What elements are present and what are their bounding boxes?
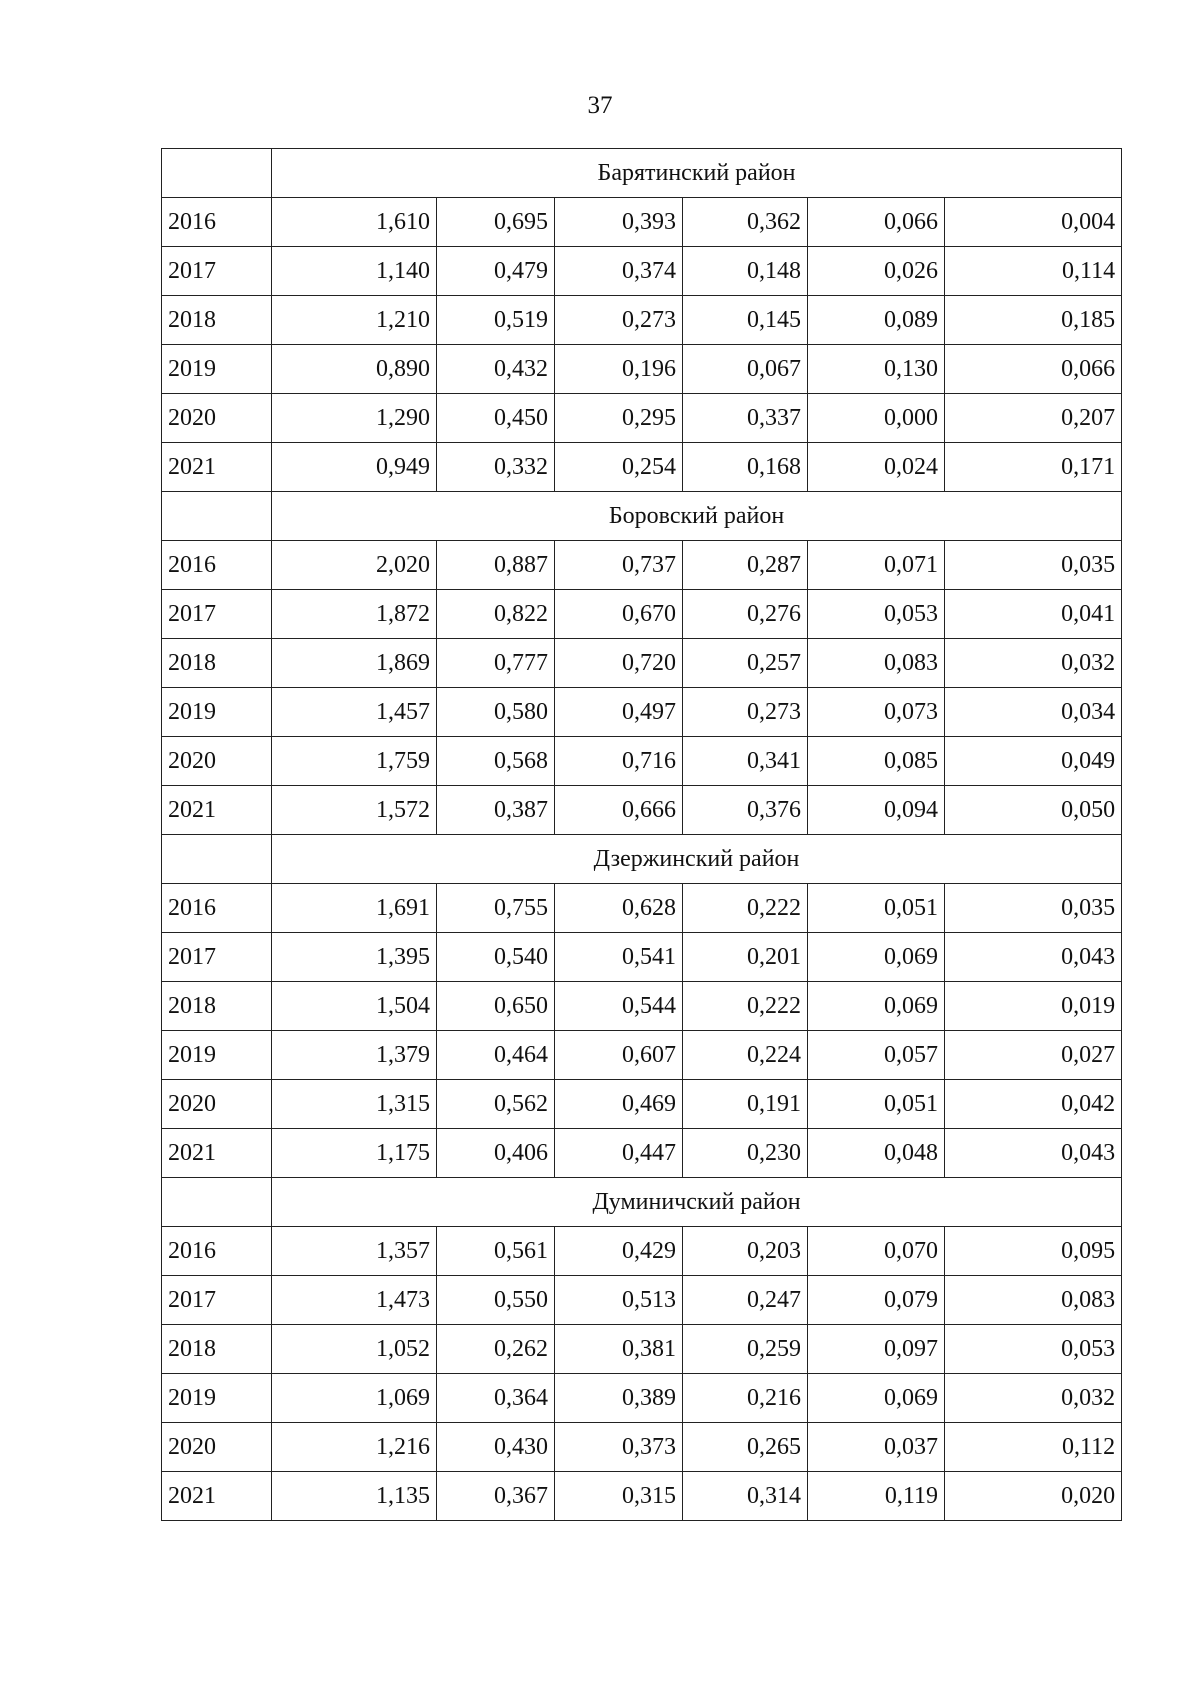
- value-cell: 0,469: [555, 1080, 683, 1129]
- table-row: [162, 737, 1122, 786]
- value-cell: 1,610: [272, 198, 437, 247]
- year-cell: 2021: [162, 443, 272, 492]
- value-cell: 0,755: [437, 884, 555, 933]
- value-cell: 1,395: [272, 933, 437, 982]
- value-cell: 0,114: [945, 247, 1122, 296]
- value-cell: 0,216: [683, 1374, 808, 1423]
- value-cell: 1,572: [272, 786, 437, 835]
- value-cell: 0,262: [437, 1325, 555, 1374]
- year-cell: 2021: [162, 1472, 272, 1521]
- year-cell: 2018: [162, 1325, 272, 1374]
- section-header-blank-cell: [162, 1178, 272, 1227]
- value-cell: 1,069: [272, 1374, 437, 1423]
- value-cell: 0,034: [945, 688, 1122, 737]
- value-cell: 0,276: [683, 590, 808, 639]
- year-cell: 2020: [162, 394, 272, 443]
- page-number: 37: [587, 92, 613, 119]
- table-row: [162, 786, 1122, 835]
- value-cell: 0,447: [555, 1129, 683, 1178]
- value-cell: 0,393: [555, 198, 683, 247]
- value-cell: 0,432: [437, 345, 555, 394]
- value-cell: 0,089: [808, 296, 945, 345]
- value-cell: 0,097: [808, 1325, 945, 1374]
- section-title: Боровский район: [272, 492, 1122, 541]
- value-cell: 0,069: [808, 982, 945, 1031]
- table-row: [162, 1325, 1122, 1374]
- value-cell: 0,628: [555, 884, 683, 933]
- value-cell: 0,273: [555, 296, 683, 345]
- value-cell: 0,387: [437, 786, 555, 835]
- value-cell: 0,257: [683, 639, 808, 688]
- value-cell: 1,872: [272, 590, 437, 639]
- value-cell: 0,035: [945, 884, 1122, 933]
- value-cell: 0,373: [555, 1423, 683, 1472]
- year-cell: 2016: [162, 541, 272, 590]
- value-cell: 0,196: [555, 345, 683, 394]
- table-row: [162, 1472, 1122, 1521]
- value-cell: 0,429: [555, 1227, 683, 1276]
- table-row: [162, 982, 1122, 1031]
- value-cell: 0,822: [437, 590, 555, 639]
- value-cell: 0,224: [683, 1031, 808, 1080]
- value-cell: 0,273: [683, 688, 808, 737]
- value-cell: 0,051: [808, 884, 945, 933]
- value-cell: 0,066: [945, 345, 1122, 394]
- value-cell: 0,050: [945, 786, 1122, 835]
- value-cell: 1,379: [272, 1031, 437, 1080]
- value-cell: 0,450: [437, 394, 555, 443]
- value-cell: 0,069: [808, 933, 945, 982]
- value-cell: 0,032: [945, 1374, 1122, 1423]
- year-cell: 2021: [162, 1129, 272, 1178]
- value-cell: 0,540: [437, 933, 555, 982]
- year-cell: 2016: [162, 884, 272, 933]
- table-row: [162, 1276, 1122, 1325]
- value-cell: 0,949: [272, 443, 437, 492]
- value-cell: 0,085: [808, 737, 945, 786]
- value-cell: 1,504: [272, 982, 437, 1031]
- value-cell: 1,210: [272, 296, 437, 345]
- value-cell: 0,032: [945, 639, 1122, 688]
- year-cell: 2016: [162, 198, 272, 247]
- value-cell: 0,376: [683, 786, 808, 835]
- value-cell: 1,216: [272, 1423, 437, 1472]
- value-cell: 0,890: [272, 345, 437, 394]
- value-cell: 0,037: [808, 1423, 945, 1472]
- value-cell: 0,254: [555, 443, 683, 492]
- year-cell: 2019: [162, 1374, 272, 1423]
- year-cell: 2016: [162, 1227, 272, 1276]
- value-cell: 0,066: [808, 198, 945, 247]
- value-cell: 0,000: [808, 394, 945, 443]
- section-title: Барятинский район: [272, 149, 1122, 198]
- value-cell: 0,337: [683, 394, 808, 443]
- section-header-row: [162, 492, 1122, 541]
- section-header-row: [162, 835, 1122, 884]
- section-title: Думиничский район: [272, 1178, 1122, 1227]
- value-cell: 0,720: [555, 639, 683, 688]
- value-cell: 1,052: [272, 1325, 437, 1374]
- value-cell: 0,020: [945, 1472, 1122, 1521]
- table-row: [162, 884, 1122, 933]
- table-row: [162, 639, 1122, 688]
- value-cell: 1,691: [272, 884, 437, 933]
- value-cell: 1,175: [272, 1129, 437, 1178]
- table-row: [162, 443, 1122, 492]
- table-row: [162, 1080, 1122, 1129]
- table-row: [162, 933, 1122, 982]
- value-cell: 2,020: [272, 541, 437, 590]
- table-row: [162, 541, 1122, 590]
- table-body: [162, 149, 1122, 1521]
- value-cell: 0,607: [555, 1031, 683, 1080]
- year-cell: 2017: [162, 590, 272, 639]
- value-cell: 0,071: [808, 541, 945, 590]
- table-row: [162, 296, 1122, 345]
- value-cell: 0,201: [683, 933, 808, 982]
- section-header-blank-cell: [162, 149, 272, 198]
- value-cell: 0,095: [945, 1227, 1122, 1276]
- section-title: Дзержинский район: [272, 835, 1122, 884]
- value-cell: 0,562: [437, 1080, 555, 1129]
- year-cell: 2017: [162, 1276, 272, 1325]
- table-row: [162, 1227, 1122, 1276]
- value-cell: 1,759: [272, 737, 437, 786]
- section-header-blank-cell: [162, 835, 272, 884]
- table-row: [162, 198, 1122, 247]
- value-cell: 0,168: [683, 443, 808, 492]
- table-row: [162, 1129, 1122, 1178]
- value-cell: 1,140: [272, 247, 437, 296]
- value-cell: 0,464: [437, 1031, 555, 1080]
- value-cell: 0,053: [808, 590, 945, 639]
- table-row: [162, 345, 1122, 394]
- value-cell: 0,341: [683, 737, 808, 786]
- year-cell: 2020: [162, 1423, 272, 1472]
- value-cell: 0,479: [437, 247, 555, 296]
- section-header-row: [162, 1178, 1122, 1227]
- value-cell: 0,259: [683, 1325, 808, 1374]
- value-cell: 0,430: [437, 1423, 555, 1472]
- value-cell: 0,670: [555, 590, 683, 639]
- value-cell: 0,004: [945, 198, 1122, 247]
- value-cell: 0,119: [808, 1472, 945, 1521]
- value-cell: 0,148: [683, 247, 808, 296]
- value-cell: 0,887: [437, 541, 555, 590]
- value-cell: 1,869: [272, 639, 437, 688]
- value-cell: 0,043: [945, 933, 1122, 982]
- value-cell: 0,550: [437, 1276, 555, 1325]
- value-cell: 0,057: [808, 1031, 945, 1080]
- value-cell: 0,043: [945, 1129, 1122, 1178]
- year-cell: 2017: [162, 247, 272, 296]
- value-cell: 0,777: [437, 639, 555, 688]
- value-cell: 0,265: [683, 1423, 808, 1472]
- value-cell: 0,367: [437, 1472, 555, 1521]
- section-header-blank-cell: [162, 492, 272, 541]
- table-row: [162, 1423, 1122, 1472]
- value-cell: 0,332: [437, 443, 555, 492]
- table-row: [162, 247, 1122, 296]
- value-cell: 0,362: [683, 198, 808, 247]
- year-cell: 2019: [162, 1031, 272, 1080]
- year-cell: 2019: [162, 688, 272, 737]
- value-cell: 0,053: [945, 1325, 1122, 1374]
- value-cell: 0,247: [683, 1276, 808, 1325]
- value-cell: 0,716: [555, 737, 683, 786]
- value-cell: 0,650: [437, 982, 555, 1031]
- value-cell: 0,079: [808, 1276, 945, 1325]
- year-cell: 2019: [162, 345, 272, 394]
- section-header-row: [162, 149, 1122, 198]
- value-cell: 0,287: [683, 541, 808, 590]
- value-cell: 0,666: [555, 786, 683, 835]
- value-cell: 0,315: [555, 1472, 683, 1521]
- value-cell: 0,295: [555, 394, 683, 443]
- table-row: [162, 1031, 1122, 1080]
- value-cell: 0,191: [683, 1080, 808, 1129]
- data-table: [161, 148, 1122, 1521]
- value-cell: 0,230: [683, 1129, 808, 1178]
- value-cell: 0,207: [945, 394, 1122, 443]
- value-cell: 1,135: [272, 1472, 437, 1521]
- table-row: [162, 394, 1122, 443]
- year-cell: 2018: [162, 639, 272, 688]
- value-cell: 1,357: [272, 1227, 437, 1276]
- value-cell: 0,145: [683, 296, 808, 345]
- value-cell: 1,290: [272, 394, 437, 443]
- value-cell: 0,019: [945, 982, 1122, 1031]
- value-cell: 0,130: [808, 345, 945, 394]
- value-cell: 0,222: [683, 884, 808, 933]
- value-cell: 0,048: [808, 1129, 945, 1178]
- value-cell: 0,073: [808, 688, 945, 737]
- year-cell: 2018: [162, 296, 272, 345]
- value-cell: 0,051: [808, 1080, 945, 1129]
- value-cell: 0,568: [437, 737, 555, 786]
- value-cell: 0,497: [555, 688, 683, 737]
- value-cell: 0,067: [683, 345, 808, 394]
- year-cell: 2020: [162, 737, 272, 786]
- year-cell: 2017: [162, 933, 272, 982]
- table-row: [162, 590, 1122, 639]
- value-cell: 0,222: [683, 982, 808, 1031]
- value-cell: 0,381: [555, 1325, 683, 1374]
- value-cell: 0,094: [808, 786, 945, 835]
- year-cell: 2021: [162, 786, 272, 835]
- value-cell: 0,185: [945, 296, 1122, 345]
- value-cell: 0,364: [437, 1374, 555, 1423]
- value-cell: 0,203: [683, 1227, 808, 1276]
- value-cell: 0,049: [945, 737, 1122, 786]
- value-cell: 0,541: [555, 933, 683, 982]
- value-cell: 0,083: [945, 1276, 1122, 1325]
- value-cell: 0,374: [555, 247, 683, 296]
- table-row: [162, 688, 1122, 737]
- value-cell: 0,171: [945, 443, 1122, 492]
- value-cell: 0,561: [437, 1227, 555, 1276]
- value-cell: 0,026: [808, 247, 945, 296]
- value-cell: 0,112: [945, 1423, 1122, 1472]
- value-cell: 0,544: [555, 982, 683, 1031]
- value-cell: 0,041: [945, 590, 1122, 639]
- year-cell: 2020: [162, 1080, 272, 1129]
- year-cell: 2018: [162, 982, 272, 1031]
- value-cell: 0,024: [808, 443, 945, 492]
- value-cell: 0,513: [555, 1276, 683, 1325]
- value-cell: 0,695: [437, 198, 555, 247]
- value-cell: 0,083: [808, 639, 945, 688]
- value-cell: 0,027: [945, 1031, 1122, 1080]
- value-cell: 1,473: [272, 1276, 437, 1325]
- value-cell: 0,070: [808, 1227, 945, 1276]
- value-cell: 0,389: [555, 1374, 683, 1423]
- value-cell: 0,314: [683, 1472, 808, 1521]
- value-cell: 0,406: [437, 1129, 555, 1178]
- value-cell: 1,315: [272, 1080, 437, 1129]
- value-cell: 0,519: [437, 296, 555, 345]
- value-cell: 0,042: [945, 1080, 1122, 1129]
- value-cell: 0,035: [945, 541, 1122, 590]
- value-cell: 0,069: [808, 1374, 945, 1423]
- table-row: [162, 1374, 1122, 1423]
- value-cell: 0,737: [555, 541, 683, 590]
- value-cell: 0,580: [437, 688, 555, 737]
- value-cell: 1,457: [272, 688, 437, 737]
